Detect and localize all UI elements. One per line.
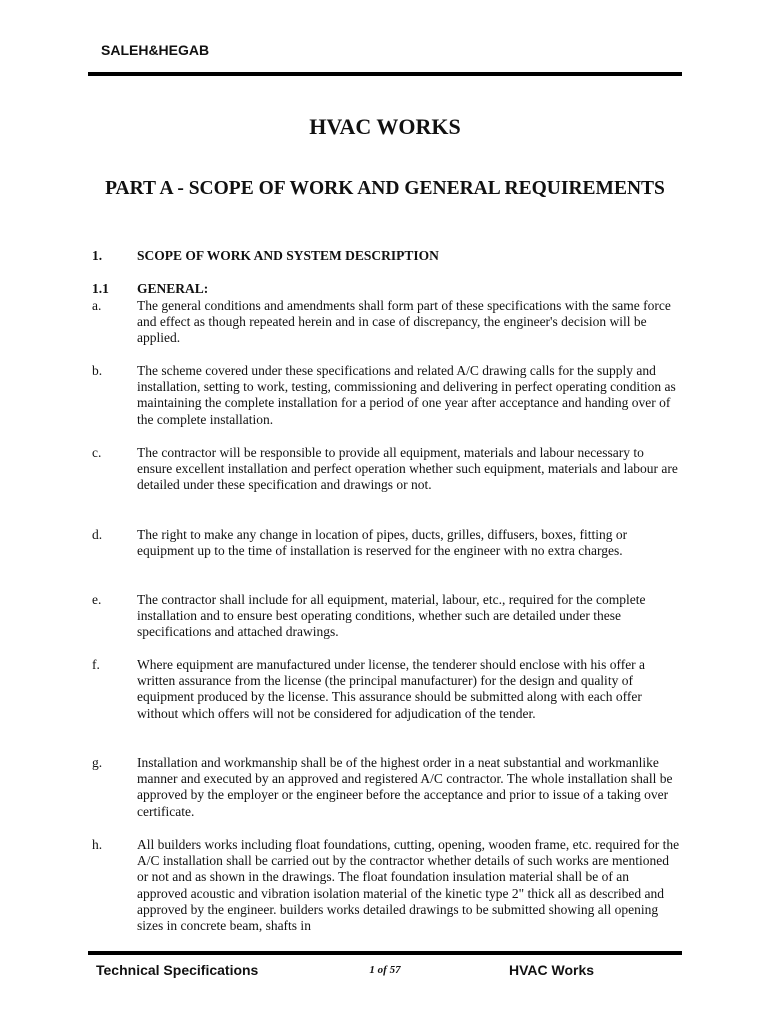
clause: [92, 527, 682, 559]
clause: [92, 755, 682, 820]
subsection-number: 1.1: [92, 281, 109, 296]
clause-letter: f.: [92, 657, 100, 672]
clause-letter: g.: [92, 755, 103, 770]
section-number: 1.: [92, 248, 103, 263]
clause: [92, 592, 682, 641]
clause-letter: h.: [92, 837, 103, 852]
clause-letter: c.: [92, 445, 102, 460]
part-title: PART A - SCOPE OF WORK AND GENERAL REQUIREMENTS: [105, 178, 665, 199]
clause: [92, 657, 682, 722]
document-title: HVAC WORKS: [309, 114, 461, 139]
clause: [92, 363, 682, 428]
clause-text: All builders works including float foundations, cutting, opening, wooden frame, etc. required for the A/C installation shall be carried out by the contractor whether details of such works are mentioned or not and as shown in the drawings. The float foundation insulation material shall be of an approved acoustic and vibration isolation material of the kinetic type 2" thick all as described and approved by the engineer. builders works detailed drawings to be submitted showing all opening sizes in concrete beam, shafts in: [137, 837, 680, 934]
clause-text: The contractor shall include for all equipment, material, labour, etc., required for the complete installation and to ensure best operating conditions, whether such are detailed under these specifications and attached drawings.: [137, 592, 646, 640]
clause-text: Where equipment are manufactured under license, the tenderer should enclose with his offer a written assurance from the license (the principal manufacturer) for the design and quality of equipment produced by the license. This assurance should be submitted along with each offer without which offers will not be considered for adjudication of the tender.: [137, 657, 646, 721]
section-title: SCOPE OF WORK AND SYSTEM DESCRIPTION: [137, 248, 439, 263]
clause-letter: b.: [92, 363, 103, 378]
clause: [92, 298, 682, 347]
clause-text: The scheme covered under these specifications and related A/C drawing calls for the supply and installation, setting to work, testing, commissioning and delivering in perfect operating condition as maintaining the complete installation for a period of one year after acceptance and handing over of the complete installation.: [137, 363, 676, 427]
footer-document-type: Technical Specifications: [96, 962, 259, 978]
clause-letter: e.: [92, 592, 102, 607]
page-number: 1 of 57: [369, 964, 401, 976]
clause: [92, 445, 682, 494]
clause-text: The contractor will be responsible to provide all equipment, materials and labour necessary to ensure excellent installation and perfect operation whether such equipment, materials and labour are detailed under these specification and drawings or not.: [137, 445, 678, 493]
subsection-title: GENERAL:: [137, 281, 209, 296]
clause-letter: a.: [92, 298, 102, 313]
clause-text: The right to make any change in location of pipes, ducts, grilles, diffusers, boxes, fitting or equipment up to the time of installation is reserved for the engineer with no extra charges.: [137, 527, 628, 559]
clause: [92, 837, 682, 934]
header-rule: [88, 72, 682, 76]
company-header: SALEH&HEGAB: [101, 42, 210, 58]
clause-text: Installation and workmanship shall be of the highest order in a neat substantial and workmanlike manner and executed by an approved and registered A/C contractor. The whole installation shall be approved by the employer or the engineer before the acceptance and prior to issue of a taking over certificate.: [137, 755, 673, 819]
footer-section-name: HVAC Works: [509, 962, 595, 978]
footer-rule: [88, 951, 682, 955]
clause-text: The general conditions and amendments shall form part of these specifications with the same force and effect as though repeated herein and in case of discrepancy, the engineer's decision will be applied.: [137, 298, 671, 346]
clause-letter: d.: [92, 527, 103, 542]
